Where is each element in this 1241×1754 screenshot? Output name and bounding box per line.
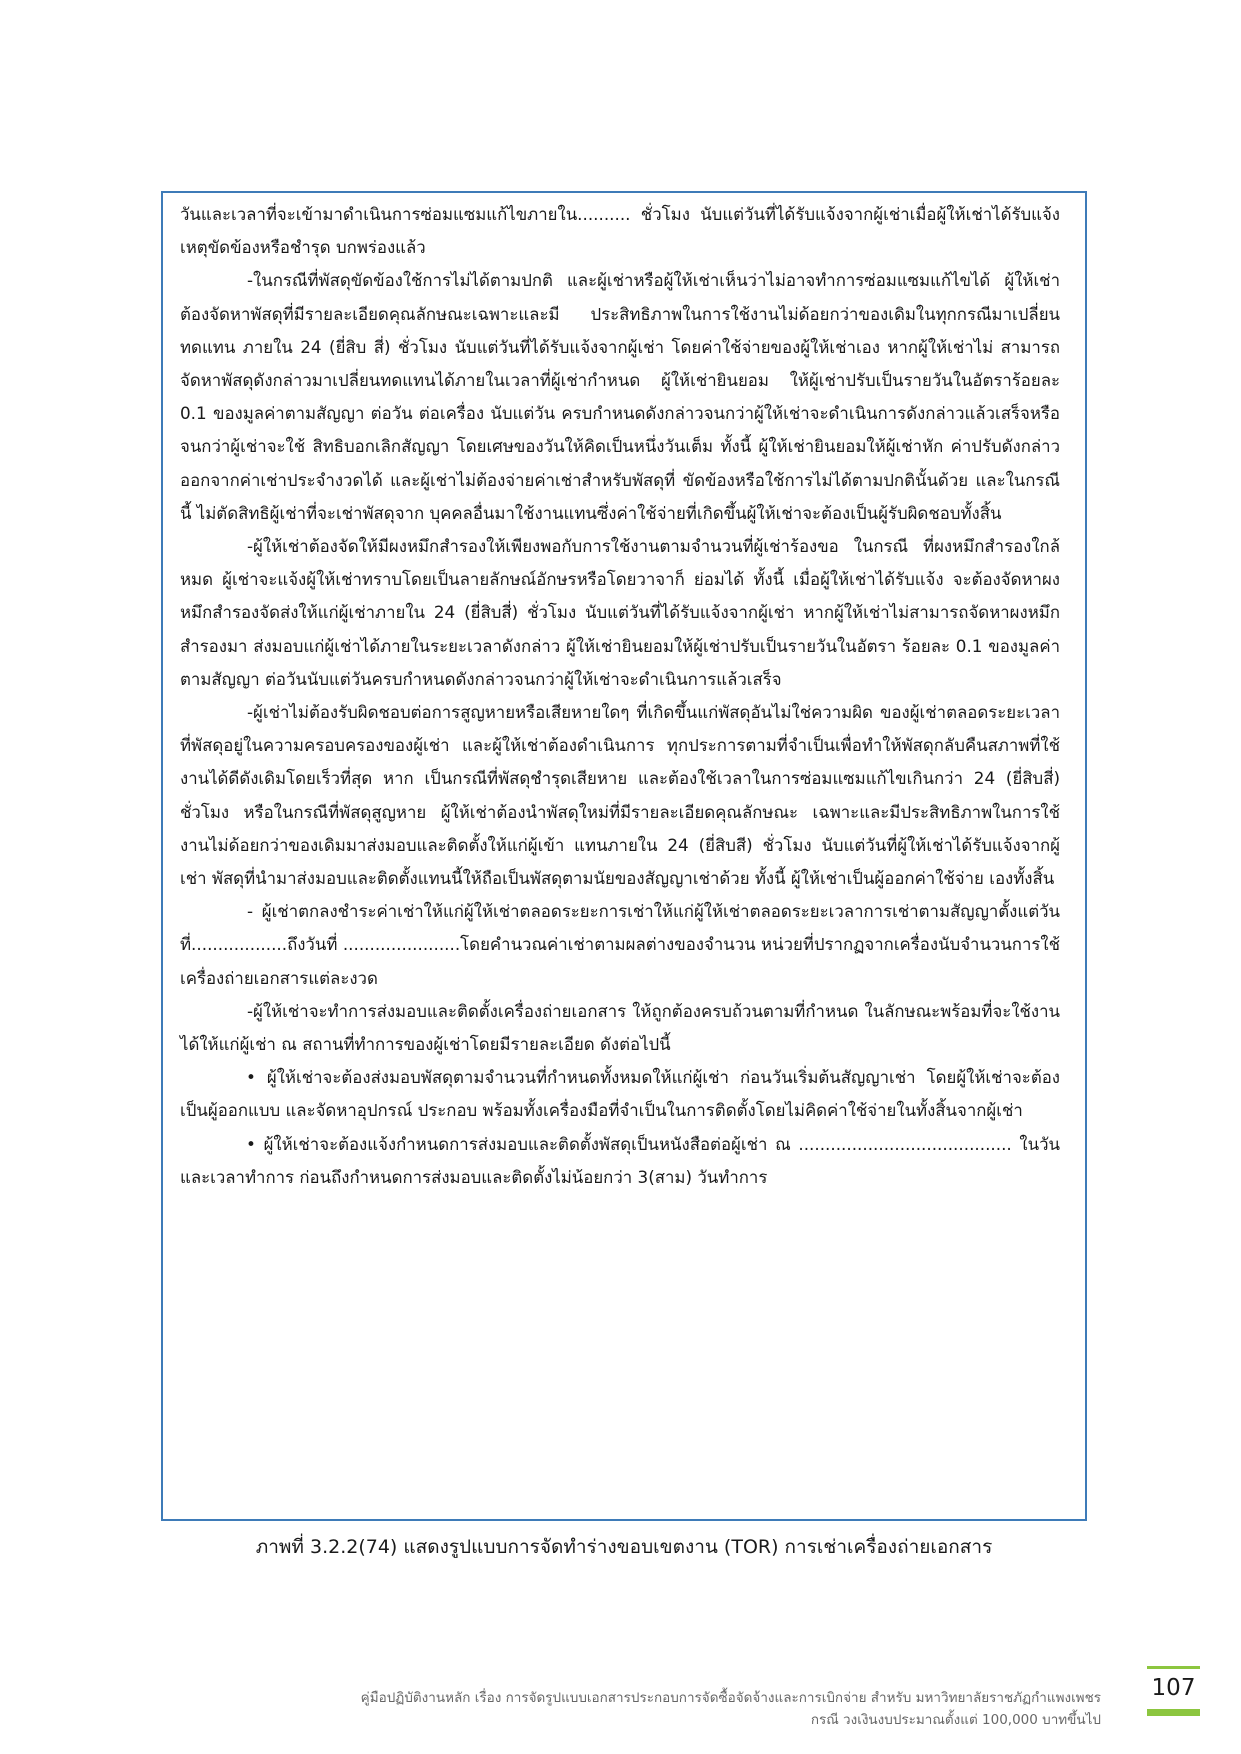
- paragraph-toner: -ผู้ให้เช่าต้องจัดให้มีผงหมึกสำรองให้เพียงพอกับการใช้งานตามจำนวนที่ผู้เช่าร้องขอ ในกรณี ที่ผงหมึกสำรองใกล้หมด ผู้เช่าจะแจ้งผู้ให้เช่าทราบโดยเป็นลายลักษณ์อักษรหรือโดยวาจาก็ ย่อมได้ ทั้งนี้ เมื่อผู้ให้เช่าได้รับแจ้ง จะต้องจัดหาผงหมึกสำรองจัดส่งให้แก่ผู้เช่าภายใน 24 (ยี่สิบสี่) ชั่วโมง นับแต่วันที่ได้รับแจ้งจากผู้เช่า หากผู้ให้เช่าไม่สามารถจัดหาผงหมึกสำรองมา ส่งมอบแก่ผู้เช่าได้ภายในระยะเวลาดังกล่าว ผู้ให้เช่ายินยอมให้ผู้เช่าปรับเป็นรายวันในอัตรา ร้อยละ 0.1 ของมูลค่าตามสัญญา ต่อวันนับแต่วันครบกำหนดดังกล่าวจนกว่าผู้ให้เช่าจะดำเนินการแล้วเสร็จ: [180, 536, 1060, 689]
- page-number: 107: [1151, 1675, 1196, 1701]
- figure-caption: ภาพที่ 3.2.2(74) แสดงรูปแบบการจัดทำร่างขอบเขตงาน (TOR) การเช่าเครื่องถ่ายเอกสาร: [255, 1536, 993, 1558]
- footer-line-1: คู่มือปฏิบัติงานหลัก เรื่อง การจัดรูปแบบเอกสารประกอบการจัดซื้อจัดจ้างและการเบิกจ่าย สำหรับ มหาวิทยาลัยราชภัฏกำแพงเพชร: [360, 1690, 1101, 1706]
- paragraph-loss-damage: -ผู้เช่าไม่ต้องรับผิดชอบต่อการสูญหายหรือเสียหายใดๆ ที่เกิดขึ้นแก่พัสดุอันไม่ใช่ความผิด ของผู้เช่าตลอดระยะเวลาที่พัสดุอยู่ในความครอบครองของผู้เช่า และผู้ให้เช่าต้องดำเนินการ ทุกประการตามที่จำเป็นเพื่อทำให้พัสดุกลับคืนสภาพที่ใช้งานได้ดีดังเดิมโดยเร็วที่สุด หาก เป็นกรณีที่พัสดุชำรุดเสียหาย และต้องใช้เวลาในการซ่อมแซมแก้ไขเกินกว่า 24 (ยี่สิบสี่) ชั่วโมง หรือในกรณีที่พัสดุสูญหาย ผู้ให้เช่าต้องนำพัสดุใหม่ที่มีรายละเอียดคุณลักษณะ เฉพาะและมีประสิทธิภาพในการใช้งานไม่ด้อยกว่าของเดิมมาส่งมอบและติดตั้งให้แก่ผู้เข้า แทนภายใน 24 (ยี่สิบสี) ชั่วโมง นับแต่วันที่ผู้ให้เช่าได้รับแจ้งจากผู้เช่า พัสดุที่นำมาส่งมอบและติดตั้งแทนนี้ให้ถือเป็นพัสดุตามนัยของสัญญาเช่าด้วย ทั้งนี้ ผู้ให้เช่าเป็นผู้ออกค่าใช้จ่าย เองทั้งสิ้น: [180, 702, 1060, 889]
- bullet-delivery-schedule: • ผู้ให้เช่าจะต้องแจ้งกำหนดการส่งมอบและติดตั้งพัสดุเป็นหนังสือต่อผู้เช่า ณ ........................................ ในวันและเวลาทำการ ก่อนถึงกำหนดการส่งมอบและติดตั้งไม่น้อยกว่า 3(สาม) วันทำการ: [180, 1133, 1060, 1187]
- paragraph-intro: วันและเวลาที่จะเข้ามาดำเนินการซ่อมแซมแก้ไขภายใน.......... ชั่วโมง นับแต่วันที่ได้รับแจ้งจากผู้เช่าเมื่อผู้ให้เช่าได้รับแจ้งเหตุขัดข้องหรือชำรุด บกพร่องแล้ว: [180, 204, 1060, 258]
- document-body: [180, 198, 1060, 1194]
- page-number-bottom-rule: [1147, 1709, 1200, 1716]
- footer-line-2: กรณี วงเงินงบประมาณตั้งแต่ 100,000 บาทขึ้นไป: [810, 1712, 1101, 1728]
- paragraph-delivery: -ผู้ให้เช่าจะทำการส่งมอบและติดตั้งเครื่องถ่ายเอกสาร ให้ถูกต้องครบถ้วนตามที่กำหนด ในลักษณะพร้อมที่จะใช้งานได้ให้แก่ผู้เช่า ณ สถานที่ทำการของผู้เช่าโดยมีรายละเอียด ดังต่อไปนี้: [180, 1000, 1060, 1055]
- page-number-top-rule: [1147, 1666, 1200, 1669]
- paragraph-rent-payment: - ผู้เช่าตกลงชำระค่าเช่าให้แก่ผู้ให้เช่าตลอดระยะการเช่าให้แก่ผู้ให้เช่าตลอดระยะเวลาการเช่าตามสัญญาตั้งแต่วันที่..................ถึงวันที่ ......................โดยคำนวณค่าเช่าตามผลต่างของจำนวน หน่วยที่ปรากฏจากเครื่องนับจำนวนการใช้เครื่องถ่ายเอกสารแต่ละงวด: [180, 901, 1060, 988]
- paragraph-malfunction: -ในกรณีที่พัสดุขัดข้องใช้การไม่ได้ตามปกติ และผู้เช่าหรือผู้ให้เช่าเห็นว่าไม่อาจทำการซ่อมแซมแก้ไขได้ ผู้ให้เช่าต้องจัดหาพัสดุที่มีรายละเอียดคุณลักษณะเฉพาะและมี ประสิทธิภาพในการใช้งานไม่ด้อยกว่าของเดิมในทุกกรณีมาเปลี่ยนทดแทน ภายใน 24 (ยี่สิบ สี่) ชั่วโมง นับแต่วันที่ได้รับแจ้งจากผู้เช่า โดยค่าใช้จ่ายของผู้ให้เช่าเอง หากผู้ให้เช่าไม่ สามารถจัดหาพัสดุดังกล่าวมาเปลี่ยนทดแทนได้ภายในเวลาที่ผู้เช่ากำหนด ผู้ให้เช่ายินยอม ให้ผู้เช่าปรับเป็นรายวันในอัตราร้อยละ 0.1 ของมูลค่าตามสัญญา ต่อวัน ต่อเครื่อง นับแต่วัน ครบกำหนดดังกล่าวจนกว่าผู้ให้เช่าจะดำเนินการดังกล่าวแล้วเสร็จหรือจนกว่าผู้เช่าจะใช้ สิทธิบอกเลิกสัญญา โดยเศษของวันให้คิดเป็นหนึ่งวันเต็ม ทั้งนี้ ผู้ให้เช่ายินยอมให้ผู้เช่าหัก ค่าปรับดังกล่าวออกจากค่าเช่าประจำงวดได้ และผู้เช่าไม่ต้องจ่ายค่าเช่าสำหรับพัสดุที่ ขัดข้องหรือใช้การไม่ได้ตามปกตินั้นด้วย และในกรณีนี้ ไม่ตัดสิทธิผู้เช่าที่จะเช่าพัสดุจาก บุคคลอื่นมาใช้งานแทนซึ่งค่าใช้จ่ายที่เกิดขึ้นผู้ให้เช่าจะต้องเป็นผู้รับผิดชอบทั้งสิ้น: [180, 270, 1060, 523]
- bullet-delivery-all: • ผู้ให้เช่าจะต้องส่งมอบพัสดุตามจำนวนที่กำหนดทั้งหมดให้แก่ผู้เช่า ก่อนวันเริ่มต้นสัญญาเช่า โดยผู้ให้เช่าจะต้องเป็นผู้ออกแบบ และจัดหาอุปกรณ์ ประกอบ พร้อมทั้งเครื่องมือที่จำเป็นในการติดตั้งโดยไม่คิดค่าใช้จ่ายในทั้งสิ้นจากผู้เช่า: [180, 1067, 1060, 1121]
- page-footer: [251, 1687, 1101, 1731]
